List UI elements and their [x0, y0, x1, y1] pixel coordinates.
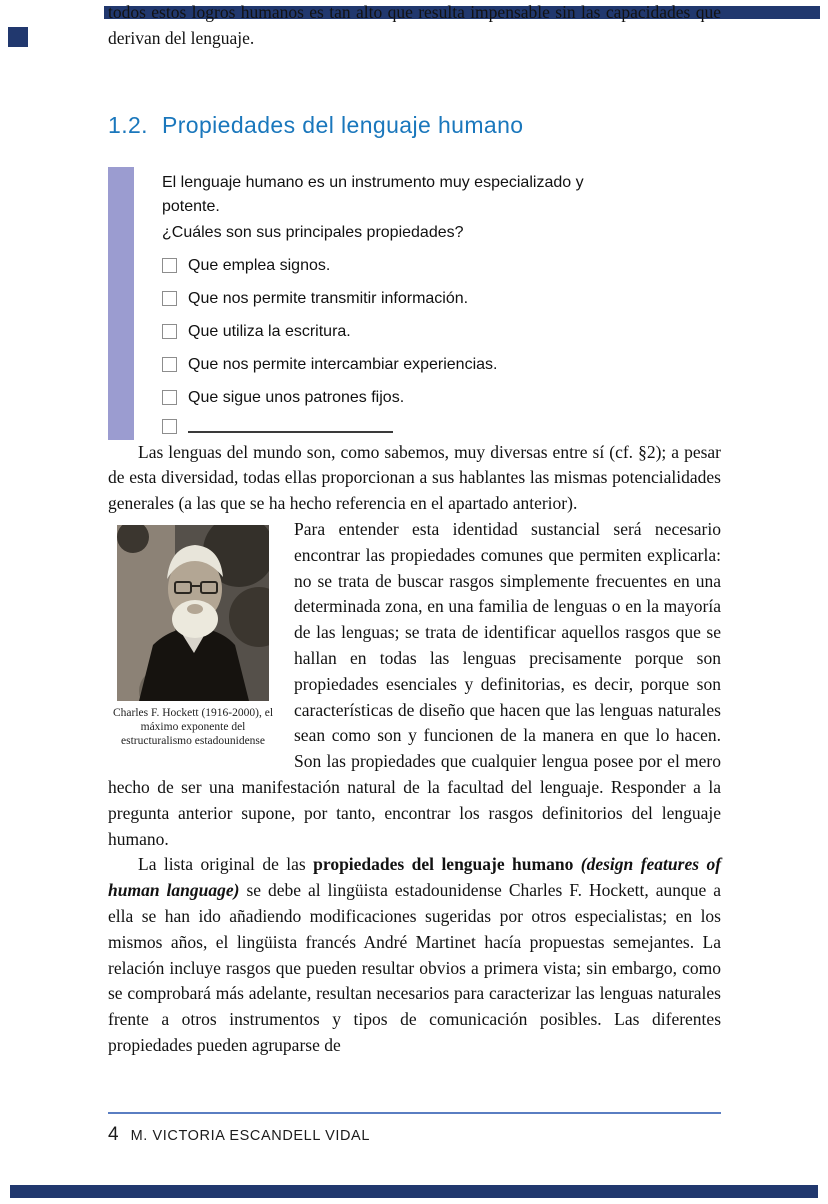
section-title: Propiedades del lenguaje humano: [161, 111, 524, 138]
checkbox-icon: [162, 291, 177, 306]
checkbox-icon: [162, 258, 177, 273]
page-number: 4: [108, 1124, 119, 1145]
activity-question: ¿Cuáles son sus principales propiedades?: [162, 223, 464, 241]
text-run: [573, 854, 580, 874]
paragraph-diversity-intro: Las lenguas del mundo son, como sabemos, muy diversas entre sí (cf. §2); a pesar de esta diversidad, todas ellas proporcionan a sus hablantes las mismas potencialidades generales (a las que se ha hecho referencia en el apartado anterior).: [108, 441, 721, 514]
corner-square-decoration: [8, 27, 28, 47]
activity-box-accent-bar: [108, 167, 134, 440]
blank-answer-line: [188, 420, 393, 433]
activity-box-content: [134, 167, 614, 440]
bottom-decorative-bar: [10, 1185, 818, 1198]
checkbox-option: [162, 320, 614, 344]
bold-term: propiedades del lenguaje humano: [313, 854, 574, 875]
photo-figure: [108, 525, 278, 748]
paragraph-diversity-rest: Para entender esta identidad sustancial será necesario encontrar las propiedades comunes que permiten explicarla: no se trata de buscar rasgos simplemente frecuentes en una determinada zona, en una familia de lenguas o en la mayoría de las lenguas; se trata de identificar aquellos rasgos que se hallan en todas las lenguas precisamente porque son propiedades esenciales y definitorias, es decir, porque son características de diseño que hacen que las lenguas naturales sean como son y funcionen de la manera en que lo hacen. Son las propiedades que cualquier lengua posee por el mero hecho de ser una manifestación natural de la facultad del lenguaje. Responder a la pregunta anterior supone, por tanto, encontrar los rasgos definitorios del lenguaje humano.: [108, 518, 721, 849]
checkbox-icon: [162, 419, 177, 434]
bold-italic-term: (design features of human language): [108, 854, 722, 901]
hockett-photo: [117, 525, 269, 701]
checkbox-label: Que sigue unos patrones fijos.: [188, 388, 405, 406]
text-run: La lista original de las: [138, 854, 314, 875]
activity-box: [108, 167, 721, 440]
checkbox-label: Que nos permite transmitir información.: [188, 289, 469, 307]
activity-stem-1: El lenguaje humano es un instrumento muy especializado y potente.: [162, 173, 584, 215]
text-run: se debe al lingüista estadounidense Charles F. Hockett, aunque a ella se han ido añadiendo modificaciones sugeridas por otros especialistas; en los mismos años, el lingüista francés André Martinet hacía propuestas semejantes. La relación incluye rasgos que pueden resultar obvios a primera vista; sin embargo, como se comprobará más adelante, resultan necesarios para caracterizar las lenguas naturales frente a otros instrumentos y tipos de comunicación posibles. Las diferentes propiedades pueden agruparse de: [108, 880, 721, 1055]
intro-paragraph: todos estos logros humanos es tan alto que resulta impensable sin las capacidades que derivan del lenguaje.: [108, 2, 721, 48]
section-heading: [108, 112, 721, 139]
checkbox-option: [162, 287, 614, 311]
photo-caption: Charles F. Hockett (1916-2000), el máximo exponente del estructuralismo estadounidense: [112, 706, 274, 747]
checkbox-option-blank: [162, 419, 614, 434]
checkbox-icon: [162, 357, 177, 372]
footer: [108, 1124, 370, 1146]
checkbox-icon: [162, 324, 177, 339]
checkbox-label: Que emplea signos.: [188, 256, 331, 274]
footer-author: M. VICTORIA ESCANDELL VIDAL: [130, 1128, 370, 1144]
page-content: [108, 0, 721, 1059]
checkbox-option: [162, 353, 614, 377]
checkbox-label: Que nos permite intercambiar experiencias.: [188, 355, 498, 373]
paragraph-with-photo: [108, 517, 721, 852]
checkbox-label: Que utiliza la escritura.: [188, 322, 351, 340]
checkbox-icon: [162, 390, 177, 405]
checkbox-option: [162, 386, 614, 410]
footer-rule: [108, 1112, 721, 1114]
paragraph-hockett: [108, 852, 721, 1058]
section-number: 1.2.: [108, 111, 148, 138]
checkbox-option: [162, 254, 614, 278]
